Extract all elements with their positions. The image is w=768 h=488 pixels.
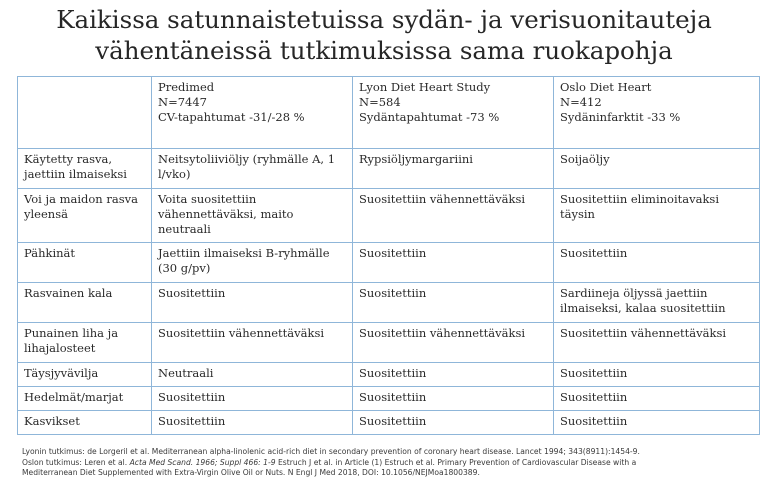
table-cell: Suositettiin bbox=[152, 411, 353, 435]
study-name: Oslo Diet Heart bbox=[560, 80, 652, 94]
reference-text: Oslon tutkimus: Leren et al. bbox=[22, 457, 130, 467]
reference-line bbox=[22, 458, 758, 469]
reference-line: Lyonin tutkimus: de Lorgeril et al. Mediterranean alpha-linolenic acid-rich diet in secondary prevention of coronary heart disease. Lancet 1994; 343(8911):1454-9. bbox=[22, 447, 640, 456]
row-label: Rasvainen kala bbox=[18, 283, 152, 323]
study-outcome: Sydäntapahtumat -73 % bbox=[359, 110, 500, 124]
table-cell: Suositettiin bbox=[152, 387, 353, 411]
table-cell: Suositettiin bbox=[554, 243, 760, 283]
row-label: Voi ja maidon rasva yleensä bbox=[18, 189, 152, 243]
slide-title bbox=[0, 0, 768, 66]
table-cell: Sardiineja öljyssä jaettiin ilmaiseksi, kalaa suositettiin bbox=[554, 283, 760, 323]
row-label: Käytetty rasva, jaettiin ilmaiseksi bbox=[18, 149, 152, 189]
table-cell: Suositettiin bbox=[353, 363, 554, 387]
table-cell: Suositettiin bbox=[554, 411, 760, 435]
study-name: Lyon Diet Heart Study bbox=[359, 80, 491, 94]
table-cell: Suositettiin bbox=[353, 387, 554, 411]
table-cell: Suositettiin vähennettäväksi bbox=[353, 189, 554, 243]
table-cell: Suositettiin vähennettäväksi bbox=[554, 323, 760, 363]
reference-journal: Acta Med Scand. 1966; Suppl 466: 1-9 bbox=[129, 457, 276, 467]
table-row bbox=[18, 149, 760, 189]
table-row bbox=[18, 323, 760, 363]
title-line-2: vähentäneissä tutkimuksissa sama ruokapohja bbox=[95, 36, 673, 65]
table-row bbox=[18, 243, 760, 283]
table-row bbox=[18, 363, 760, 387]
table-cell: Suositettiin bbox=[353, 411, 554, 435]
table-cell: Suositettiin bbox=[353, 243, 554, 283]
table-cell: Suositettiin bbox=[554, 363, 760, 387]
corner-cell bbox=[18, 77, 152, 149]
table-cell: Neutraali bbox=[152, 363, 353, 387]
table-cell: Jaettiin ilmaiseksi B-ryhmälle (30 g/pv) bbox=[152, 243, 353, 283]
study-n: N=584 bbox=[359, 95, 401, 109]
table-cell: Voita suositettiin vähennettäväksi, maito neutraali bbox=[152, 189, 353, 243]
table-row bbox=[18, 387, 760, 411]
table-row bbox=[18, 283, 760, 323]
study-header-predimed bbox=[152, 77, 353, 149]
table-header-row bbox=[18, 77, 760, 149]
study-header-oslo bbox=[554, 77, 760, 149]
study-n: N=7447 bbox=[158, 95, 207, 109]
title-line-1: Kaikissa satunnaistetuissa sydän- ja verisuonitauteja bbox=[56, 5, 712, 34]
table-cell: Suositettiin bbox=[554, 387, 760, 411]
table-cell: Suositettiin eliminoitavaksi täysin bbox=[554, 189, 760, 243]
table-cell: Soijaöljy bbox=[554, 149, 760, 189]
table-cell: Suositettiin bbox=[152, 283, 353, 323]
table-cell: Neitsytoliiviöljy (ryhmälle A, 1 l/vko) bbox=[152, 149, 353, 189]
study-outcome: CV-tapahtumat -31/-28 % bbox=[158, 110, 305, 124]
study-header-lyon bbox=[353, 77, 554, 149]
row-label: Kasvikset bbox=[18, 411, 152, 435]
study-n: N=412 bbox=[560, 95, 602, 109]
reference-line: Mediterranean Diet Supplemented with Extra-Virgin Olive Oil or Nuts. N Engl J Med 2018, DOI: 10.1056/NEJMoa1800389. bbox=[22, 468, 480, 477]
table-cell: Suositettiin vähennettäväksi bbox=[353, 323, 554, 363]
table-cell: Suositettiin vähennettäväksi bbox=[152, 323, 353, 363]
table-row bbox=[18, 411, 760, 435]
comparison-table bbox=[17, 76, 760, 435]
row-label: Täysjyvävilja bbox=[18, 363, 152, 387]
row-label: Hedelmät/marjat bbox=[18, 387, 152, 411]
table-cell: Rypsiöljymargariini bbox=[353, 149, 554, 189]
row-label: Pähkinät bbox=[18, 243, 152, 283]
row-label: Punainen liha ja lihajalosteet bbox=[18, 323, 152, 363]
reference-text: Estruch J et al. in Article (1) Estruch et al. Primary Prevention of Cardiovascular Disease with a bbox=[275, 457, 637, 467]
study-name: Predimed bbox=[158, 80, 215, 94]
study-outcome: Sydäninfarktit -33 % bbox=[560, 110, 681, 124]
table-row bbox=[18, 189, 760, 243]
table-cell: Suositettiin bbox=[353, 283, 554, 323]
references bbox=[22, 447, 758, 479]
